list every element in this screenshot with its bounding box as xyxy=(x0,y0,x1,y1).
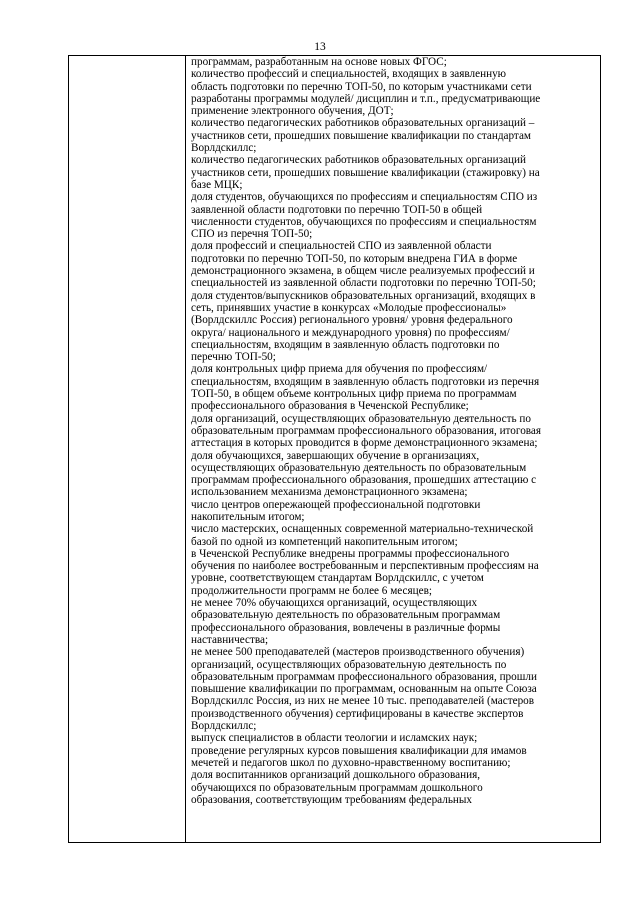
text-line: число мастерских, оснащенных современной материально-технической xyxy=(191,523,534,536)
text-line: проведение регулярных курсов повышения квалификации для имамов xyxy=(191,744,527,757)
text-line: доля контрольных цифр приема для обучения по профессиям/ xyxy=(191,363,488,376)
text-line: доля воспитанников организаций дошкольного образования, xyxy=(191,769,481,782)
text-line: демонстрационного экзамена, в общем числе реализуемых профессий и xyxy=(191,265,535,278)
text-line: применение электронного обучения, ДОТ; xyxy=(191,105,394,118)
text-line: СПО из перечня ТОП-50; xyxy=(191,228,313,241)
text-line: повышение квалификации по программам, основанным на опыте Союза xyxy=(191,683,537,696)
text-line: базой по одной из компетенций накопительным итогом; xyxy=(191,535,458,548)
text-line: участников сети, прошедших повышение квалификации по стандартам xyxy=(191,129,532,142)
text-line: Ворлдскиллс; xyxy=(191,142,257,155)
text-line: доля обучающихся, завершающих обучение в организациях, xyxy=(191,449,480,462)
text-line: мечетей и педагогов школ по духовно-нравственному воспитанию; xyxy=(191,756,511,769)
text-line: производственного обучения) сертифицированы в качестве экспертов xyxy=(191,707,524,720)
text-line: количество профессий и специальностей, входящих в заявленную xyxy=(191,68,507,81)
text-line: образования, соответствующим требованиям федеральных xyxy=(191,793,473,806)
text-line: образовательную деятельность по образовательным программам xyxy=(191,609,501,622)
text-line: аттестация в которых проводится в форме демонстрационного экзамена; xyxy=(191,437,538,450)
text-line: разработаны программы модулей/ дисциплин и т.п., предусматривающие xyxy=(191,92,541,105)
text-line: ТОП-50, в общем объеме контрольных цифр приема по программам xyxy=(191,388,517,401)
text-line: область подготовки по перечню ТОП-50, по которым участниками сети xyxy=(191,80,532,93)
text-line: доля профессий и специальностей СПО из заявленной области xyxy=(191,240,492,253)
text-line: участников сети, прошедших повышение квалификации (стажировку) на xyxy=(191,166,540,179)
text-line: не менее 70% обучающихся организаций, осуществляющих xyxy=(191,597,478,610)
text-line: осуществляющих образовательную деятельность по образовательным xyxy=(191,461,527,474)
text-line: (Ворлдскиллс Россия) регионального уровня/ уровня федерального xyxy=(191,314,513,327)
text-line: образовательным программам профессионального образования, прошли xyxy=(191,670,537,683)
text-line: сеть, принявших участие в конкурсах «Молодые профессионалы» xyxy=(191,301,507,314)
text-line: профессионального образования в Чеченской Республике; xyxy=(191,400,469,413)
text-line: не менее 500 преподавателей (мастеров производственного обучения) xyxy=(191,646,525,659)
table-right-cell xyxy=(186,56,600,842)
table-left-cell xyxy=(69,56,186,842)
text-line: количество педагогических работников образовательных организаций – xyxy=(191,117,535,130)
text-line: специальностей из заявленной области подготовки по перечню ТОП-50; xyxy=(191,277,536,290)
text-line: численности студентов, обучающихся по профессиям и специальностям xyxy=(191,215,537,228)
text-line: продолжительности программ не более 6 месяцев; xyxy=(191,584,432,597)
text-line: Ворлдскиллс; xyxy=(191,720,257,733)
text-line: округа/ национального и международного уровня) по профессиям/ xyxy=(191,326,510,339)
text-line: уровне, соответствующем стандартам Ворлдскиллс, с учетом xyxy=(191,572,484,585)
text-line: Ворлдскиллс Россия, из них не менее 10 тыс. преподавателей (мастеров xyxy=(191,695,535,708)
content-table xyxy=(68,55,601,843)
text-line: программам профессионального образования, прошедших аттестацию с xyxy=(191,474,537,487)
text-line: доля студентов, обучающихся по профессиям и специальностям СПО из xyxy=(191,191,538,204)
text-line: базе МЦК; xyxy=(191,178,243,191)
text-line: обучения по наиболее востребованным и перспективным профессиям на xyxy=(191,560,539,573)
text-line: выпуск специалистов в области теологии и исламских наук; xyxy=(191,732,478,745)
text-line: количество педагогических работников образовательных организаций xyxy=(191,154,526,167)
text-line: накопительным итогом; xyxy=(191,510,305,523)
text-line: наставничества; xyxy=(191,633,269,646)
text-line: профессионального образования, вовлечены в различные формы xyxy=(191,621,501,634)
text-line: подготовки по перечню ТОП-50, по которым внедрена ГИА в форме xyxy=(191,252,518,265)
text-line: использованием механизма демонстрационного экзамена; xyxy=(191,486,468,499)
text-line: доля студентов/выпускников образовательных организаций, входящих в xyxy=(191,289,536,302)
text-line: в Чеченской Республике внедрены программы профессионального xyxy=(191,547,510,560)
text-line: программам, разработанным на основе новых ФГОС; xyxy=(191,56,447,68)
text-line: число центров опережающей профессиональной подготовки xyxy=(191,498,481,511)
page-number: 13 xyxy=(314,41,326,53)
text-line: доля организаций, осуществляющих образовательную деятельность по xyxy=(191,412,531,425)
text-line: обучающихся по образовательным программам дошкольного xyxy=(191,781,483,794)
text-line: организаций, осуществляющих образовательную деятельность по xyxy=(191,658,507,671)
text-line: специальностям, входящим в заявленную область подготовки из перечня xyxy=(191,375,540,388)
text-line: специальностям, входящим в заявленную область подготовки по xyxy=(191,338,500,351)
text-line: перечню ТОП-50; xyxy=(191,351,276,364)
text-line: заявленной области подготовки по перечню ТОП-50 в общей xyxy=(191,203,483,216)
text-line: образовательным программам профессионального образования, итоговая xyxy=(191,424,542,437)
